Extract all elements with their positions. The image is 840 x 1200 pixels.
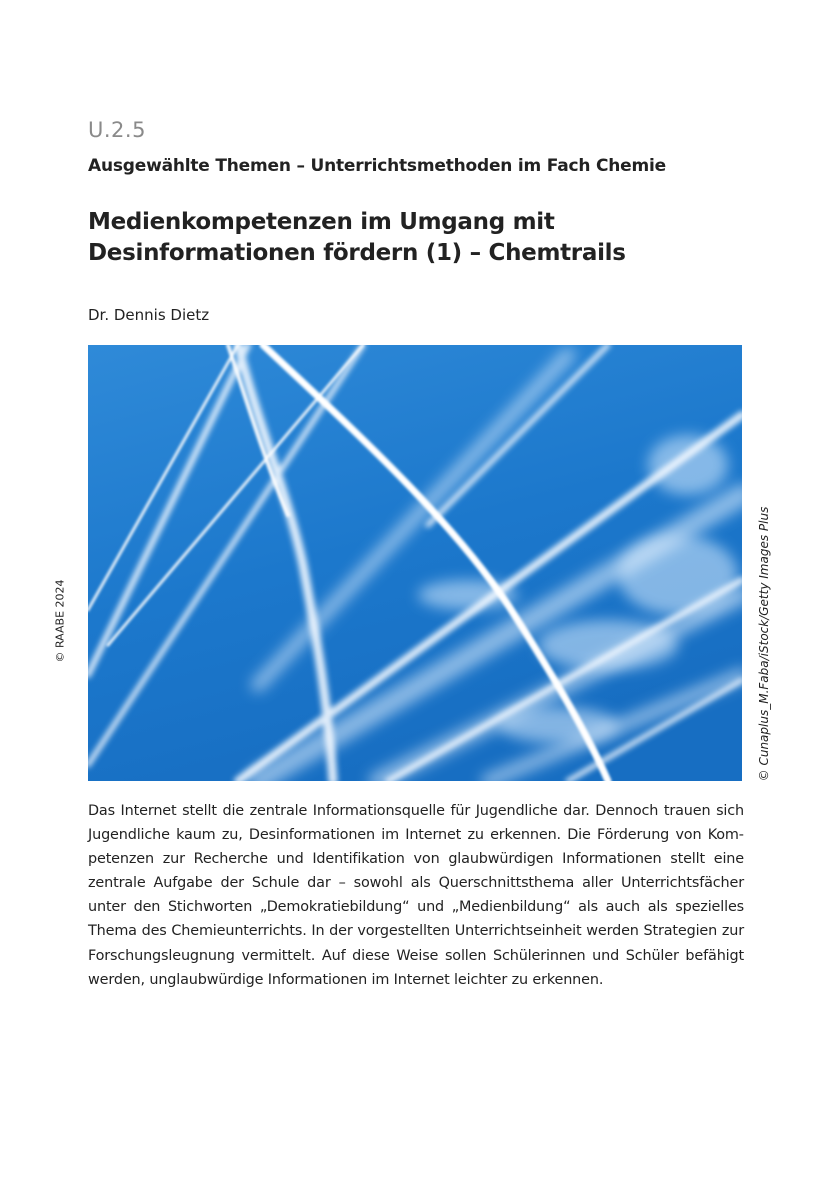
article-title: Medienkompetenzen im Umgang mit Desinformationen fördern (1) – Chemtrails xyxy=(88,209,626,266)
intro-paragraph: Das Internet stellt die zentrale Informationsquelle für Jugendliche dar. Dennoch trauen sich Jugendliche kaum zu, Desinformationen im Internet zu erkennen. Die Förderung von Kompetenzen zur Recherche und Identifikation von glaubwürdigen Informationen stellt eine zentrale Aufgabe der Schule dar – sowohl als Querschnittsthema aller Unterrichtsfächer unter den Stichworten „Demokratiebildung“ und „Medienbildung“ als auch als spezielles Thema des Chemieunterrichts. In der vorgestellten Unterrichtseinheit werden Strategien zur Forschungsleugnung vermittelt. Auf diese Weise sollen Schülerinnen und Schüler befähigt werden, unglaubwürdige Informationen im Internet leichter zu erkennen. xyxy=(88,803,744,988)
section-code: U.2.5 xyxy=(88,118,146,142)
author-name: Dr. Dennis Dietz xyxy=(88,306,210,324)
series-title: Ausgewählte Themen – Unterrichtsmethoden im Fach Chemie xyxy=(88,156,666,176)
image-credit: © Cunaplus_M.Faba/iStock/Getty Images Plus xyxy=(757,506,771,782)
hero-image-contrails xyxy=(88,345,742,781)
contrails-photo xyxy=(88,345,742,781)
publisher-copyright: © RAABE 2024 xyxy=(53,579,67,663)
